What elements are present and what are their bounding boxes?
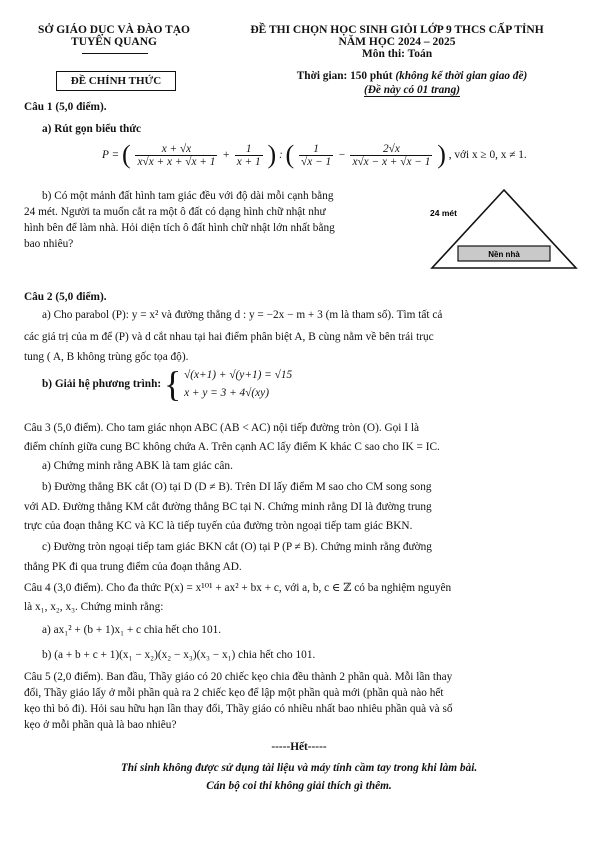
exam-heading	[212, 24, 582, 60]
department-underline	[82, 53, 148, 54]
exam-title: ĐỀ THI CHỌN HỌC SINH GIỎI LỚP 9 THCS CẤP TỈNH	[250, 24, 544, 36]
triangle-figure	[424, 186, 584, 272]
q3-line1: Câu 3 (5,0 điểm). Cho tam giác nhọn ABC (AB < AC) nội tiếp đường tròn (O). Gọi I là	[24, 422, 419, 434]
footer-note1: Thí sinh không được sử dụng tài liệu và máy tính cầm tay trong khi làm bài.	[120, 762, 478, 774]
time-info	[262, 70, 562, 82]
q1-frac-2: $\frac{1}{x + 1}$	[236, 142, 261, 168]
q1-b-line3: hình bên để làm nhà. Hỏi diện tích ô đất hình chữ nhật lớn nhất bằng	[24, 222, 335, 234]
q5-line1: Câu 5 (2,0 điểm). Ban đầu, Thầy giáo có 20 chiếc kẹo chia đều thành 2 phần quà. Mỗi lần thay	[24, 671, 453, 683]
department-line1: SỞ GIÁO DỤC VÀ ĐÀO TẠO	[38, 24, 190, 36]
q2-eq1: √(x+1) + √(y+1) = √15	[184, 369, 293, 381]
q5-line2: đổi, Thầy giáo lấy ở mỗi phần quà ra 2 chiếc kẹo để lập một phần quà mới (phần quà nào hết	[24, 687, 444, 699]
q3-line4: b) Đường thẳng BK cắt (O) tại D (D ≠ B). Trên DI lấy điểm M sao cho CM song song	[42, 481, 432, 493]
q3-line2: điểm chính giữa cung BC không chứa A. Trên cạnh AC lấy điểm K khác C sao cho IK = IC.	[24, 441, 440, 453]
official-stamp-text: ĐỀ CHÍNH THỨC	[70, 75, 162, 87]
q3-line8: thẳng PK đi qua trung điểm của đoạn thẳng AD.	[24, 561, 242, 573]
q2-title: Câu 2 (5,0 điểm).	[24, 291, 107, 303]
q1-frac-4: $\frac{2√x}{x√x - x + √x - 1}$	[352, 142, 431, 168]
q1-frac-3: $\frac{1}{√x - 1}$	[301, 142, 332, 168]
q3-line3: a) Chứng minh rằng ABK là tam giác cân.	[42, 460, 233, 472]
q3-line7: c) Đường tròn ngoại tiếp tam giác BKN cắt (O) tại P (P ≠ B). Chứng minh rằng đường	[42, 541, 432, 553]
school-year: NĂM HỌC 2024 – 2025	[338, 36, 456, 48]
q2-a-line2: các giá trị của m để (P) và d cắt nhau tại hai điểm phân biệt A, B cùng nằm về bên trái trục	[24, 331, 434, 343]
time-note: (không kể thời gian giao đề)	[395, 70, 528, 82]
subject: Môn thi: Toán	[361, 48, 433, 60]
q1-condition: , với x ≥ 0, x ≠ 1.	[448, 149, 527, 161]
q4-b: b) (a + b + c + 1)(x₁ − x₂)(x₂ − x₃)(x₃ − x₁) chia hết cho 101.	[42, 649, 316, 661]
end-mark: -----Hết-----	[271, 741, 327, 753]
figure-house-label: Nền nhà	[488, 250, 520, 259]
q1-b-line4: bao nhiêu?	[24, 238, 74, 250]
department-line2: TUYÊN QUANG	[71, 36, 157, 48]
q1-a-label: a) Rút gọn biểu thức	[42, 123, 142, 135]
q2-b: b) Giải hệ phương trình: { √(x+1) + √(y+1) = √15 x + y = 3 + 4√(xy)	[42, 364, 293, 404]
q3-line6: trực của đoạn thẳng KC và KC là tiếp tuyến của đường tròn ngoại tiếp tam giác BKN.	[24, 520, 413, 532]
q4-line1: Câu 4 (3,0 điểm). Cho đa thức P(x) = x¹⁰¹ + ax² + bx + c, với a, b, c ∈ ℤ có ba nghiệm nguyên	[24, 582, 452, 594]
q1-formula: P = ( $\frac{x + √x}{x√x + x + √x + 1}$ + $\frac{1}{x + 1}$ ) : ( $\frac{1}{√x - 1}$ − $\frac{2√x}{x√x - x + √x - 1}$ ) , với x ≥ 0, x ≠ 1.	[102, 140, 527, 169]
pages-note-text: (Đề này có 01 trang)	[363, 84, 460, 96]
q1-b-line2: 24 mét. Người ta muốn cắt ra một ô đất có dạng hình chữ nhật như	[24, 206, 326, 218]
footer-note2: Cán bộ coi thi không giải thích gì thêm.	[206, 780, 392, 792]
pages-note	[262, 84, 562, 96]
q5-line4: kẹo ở mỗi phần quà là bao nhiêu?	[24, 719, 177, 731]
q2-b-label: b) Giải hệ phương trình:	[42, 378, 162, 390]
q2-a-line3: tung ( A, B không trùng gốc tọa độ).	[24, 351, 189, 363]
q1-b-line1: b) Có một mảnh đất hình tam giác đều với độ dài mỗi cạnh bằng	[42, 190, 334, 202]
q5-line3: kẹo thì bỏ đi). Hỏi sau hữu hạn lần thay đổi, Thầy giáo có nhiều nhất bao nhiêu phần quà và số	[24, 703, 453, 715]
q1-frac-1: $\frac{x + √x}{x√x + x + √x + 1}$	[137, 142, 216, 168]
q2-a-line1: a) Cho parabol (P): y = x² và đường thẳng d : y = −2x − m + 3 (m là tham số). Tìm tất cả	[42, 309, 443, 321]
q4-a: a) ax₁² + (b + 1)x₁ + c chia hết cho 101.	[42, 624, 222, 636]
q4-line2: là x₁, x₂, x₃. Chứng minh rằng:	[24, 601, 164, 613]
q2-eq2: x + y = 3 + 4√(xy)	[184, 387, 269, 399]
department-name	[20, 24, 208, 48]
q1-title: Câu 1 (5,0 điểm).	[24, 101, 107, 113]
time-label: Thời gian: 150 phút	[296, 70, 393, 82]
official-stamp	[56, 71, 176, 91]
q3-line5: với AD. Đường thẳng KM cắt đường thẳng BC tại N. Chứng minh rằng DI là đường trung	[24, 501, 432, 513]
figure-side-label: 24 mét	[430, 208, 457, 218]
